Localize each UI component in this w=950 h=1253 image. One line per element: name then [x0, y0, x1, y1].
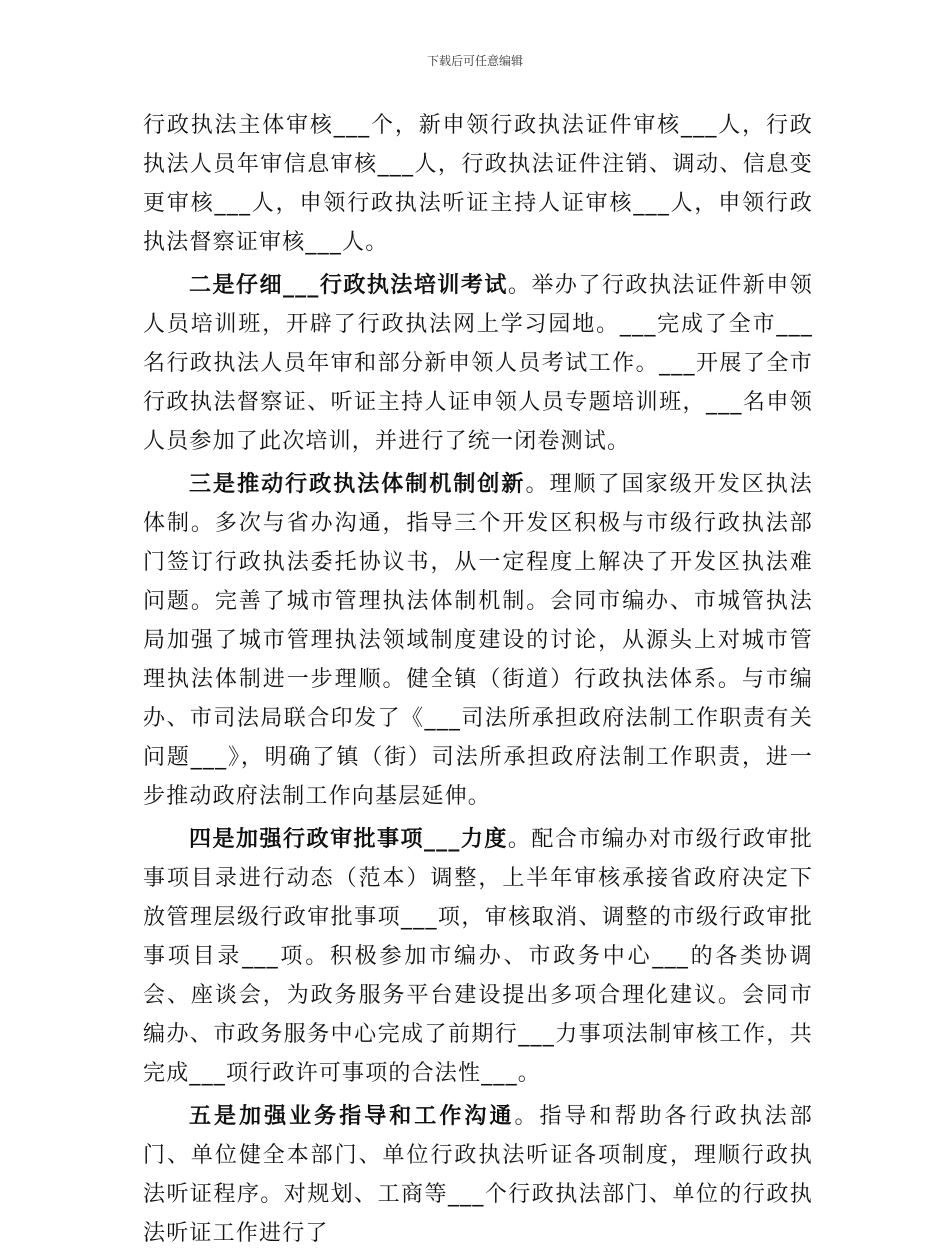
paragraph-4	[143, 820, 813, 1093]
paragraph-5-text: 。指导和帮助各行政执法部门、单位健全本部门、单位行政执法听证各项制度，理顺行政执法听证程序。对规划、工商等___个行政执法部门、单位的行政执法听证工作进行了	[143, 1104, 813, 1246]
paragraph-5-lead: 五是加强业务指导和工作沟通	[189, 1104, 515, 1129]
paragraph-4-lead: 四是加强行政审批事项___力度	[189, 827, 508, 852]
document-body	[143, 106, 813, 1253]
paragraph-2-text: 。举办了行政执法证件新申领人员培训班，开辟了行政执法网上学习园地。___完成了全市___名行政执法人员年审和部分新申领人员考试工作。___开展了全市行政执法督察证、听证主持人证申领人员专题培训班，___名申领人员参加了此次培训，并进行了统一闭卷测试。	[143, 273, 813, 454]
paragraph-2-lead: 二是仔细___行政执法培训考试	[189, 273, 508, 298]
paragraph-3-lead: 三是推动行政执法体制机制创新	[189, 472, 526, 497]
paragraph-1	[143, 106, 813, 262]
paragraph-3-text: 。理顺了国家级开发区执法体制。多次与省办沟通，指导三个开发区积极与市级行政执法部门签订行政执法委托协议书，从一定程度上解决了开发区执法难问题。完善了城市管理执法体制机制。会同市编办、市城管执法局加强了城市管理执法领域制度建设的讨论，从源头上对城市管理执法体制进一步理顺。健全镇（街道）行政执法体系。与市编办、市司法局联合印发了《___司法所承担政府法制工作职责有关问题___》，明确了镇（街）司法所承担政府法制工作职责，进一步推动政府法制工作向基层延伸。	[143, 472, 813, 809]
page-header: 下载后可任意编辑	[426, 54, 523, 68]
paragraph-2	[143, 266, 813, 461]
paragraph-4-text: 。配合市编办对市级行政审批事项目录进行动态（范本）调整，上半年审核承接省政府决定下放管理层级行政审批事项___项，审核取消、调整的市级行政审批事项目录___项。积极参加市编办、市政务中心___的各类协调会、座谈会，为政务服务平台建设提出多项合理化建议。会同市编办、市政务服务中心完成了前期行___力事项法制审核工作，共完成___项行政许可事项的合法性___。	[143, 827, 813, 1086]
paragraph-3	[143, 465, 813, 816]
paragraph-1-text: 行政执法主体审核___个，新申领行政执法证件审核___人，行政执法人员年审信息审核___人，行政执法证件注销、调动、信息变更审核___人，申领行政执法听证主持人证审核___人，申领行政执法督察证审核___人。	[143, 113, 813, 255]
